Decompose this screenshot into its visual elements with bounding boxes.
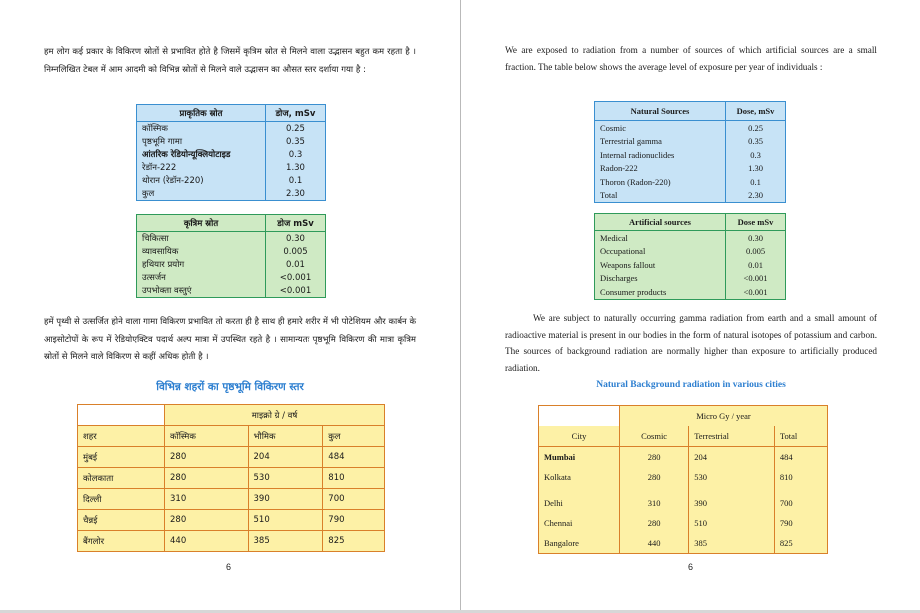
dose-cell: 0.25 xyxy=(726,121,786,135)
table-row xyxy=(595,272,786,286)
terrestrial-cell: 530 xyxy=(689,467,775,487)
artificial-sources-table xyxy=(136,214,326,298)
table-unit-row xyxy=(78,405,385,426)
source-cell: Weapons fallout xyxy=(595,258,726,272)
dose-cell: 0.3 xyxy=(726,148,786,162)
table-row xyxy=(78,531,385,552)
city-cell: दिल्ली xyxy=(78,489,165,510)
table-row xyxy=(137,174,326,187)
table-header-row xyxy=(78,426,385,447)
terrestrial-cell: 385 xyxy=(248,531,323,552)
city-cell: मुंबई xyxy=(78,447,165,468)
dose-cell: 1.30 xyxy=(266,161,326,174)
dose-cell: 0.1 xyxy=(266,174,326,187)
source-cell: कॉस्मिक xyxy=(137,122,266,136)
col-header-dose: Dose mSv xyxy=(726,214,786,231)
table-row xyxy=(137,161,326,174)
city-radiation-table xyxy=(538,405,828,554)
table-row xyxy=(595,148,786,162)
city-cell: Mumbai xyxy=(539,447,620,468)
table-header-row xyxy=(137,105,326,122)
table-header-row xyxy=(595,214,786,231)
city-table-heading: Natural Background radiation in various cities xyxy=(596,380,786,390)
page-number: 6 xyxy=(226,562,232,572)
dose-cell: 0.30 xyxy=(726,231,786,245)
dose-cell: 0.35 xyxy=(726,135,786,149)
page-number: 6 xyxy=(688,562,694,572)
table-row xyxy=(78,510,385,531)
table-row xyxy=(78,489,385,510)
terrestrial-cell: 530 xyxy=(248,468,323,489)
natural-sources-table xyxy=(594,101,786,203)
col-header-source: प्राकृतिक स्रोत xyxy=(137,105,266,122)
total-cell: 484 xyxy=(323,447,385,468)
table-row xyxy=(595,162,786,176)
body-paragraph: हमें पृथ्वी से उत्सर्जित होने वाला गामा विकिरण प्रभावित तो करता ही है साथ ही हमारे शरीर में भी पोटेशियम और कार्बन के आइसोटोपों के रूप में रेडियोएक्टिव पदार्थ अल्प मात्रा में उपस्थित रहते है । सामान्यतः पृष्ठभूमि विकिरण की मात्रा कृत्रिम स्रोतों से मिलने वाले विकिरण से कहीं अधिक होती है । xyxy=(44,317,416,362)
dose-cell: 0.1 xyxy=(726,175,786,189)
blank-cell xyxy=(78,405,165,426)
total-cell: 700 xyxy=(774,487,827,513)
dose-cell: 1.30 xyxy=(726,162,786,176)
city-cell: बैंगलोर xyxy=(78,531,165,552)
col-header-city: शहर xyxy=(78,426,165,447)
terrestrial-cell: 510 xyxy=(689,513,775,533)
source-cell: पृष्ठभूमि गामा xyxy=(137,135,266,148)
source-cell: उपभोक्ता वस्तुएं xyxy=(137,284,266,298)
col-header-source: Natural Sources xyxy=(595,102,726,121)
table-row xyxy=(137,245,326,258)
total-cell: 825 xyxy=(323,531,385,552)
table-row xyxy=(539,447,828,468)
terrestrial-cell: 390 xyxy=(248,489,323,510)
col-header-total: कुल xyxy=(323,426,385,447)
source-cell: रेडॉन-222 xyxy=(137,161,266,174)
cosmic-cell: 280 xyxy=(165,447,249,468)
table-row xyxy=(137,271,326,284)
terrestrial-cell: 390 xyxy=(689,487,775,513)
table-row xyxy=(595,258,786,272)
blank-cell xyxy=(539,406,620,427)
total-cell: 484 xyxy=(774,447,827,468)
total-cell: 790 xyxy=(323,510,385,531)
intro-paragraph: We are exposed to radiation from a number of sources of which artificial sources are a small fraction. The table below shows the average level of exposure per year of individuals : xyxy=(505,45,877,72)
table-row xyxy=(137,148,326,161)
total-cell: 700 xyxy=(323,489,385,510)
dose-cell: 2.30 xyxy=(726,189,786,203)
source-cell: Internal radionuclides xyxy=(595,148,726,162)
cosmic-cell: 280 xyxy=(620,447,689,468)
table-unit-row xyxy=(539,406,828,427)
cosmic-cell: 280 xyxy=(165,510,249,531)
table-row xyxy=(595,285,786,299)
table-row xyxy=(539,513,828,533)
table-row xyxy=(137,187,326,201)
city-cell: Bangalore xyxy=(539,533,620,554)
unit-header: Micro Gy / year xyxy=(620,406,828,427)
cosmic-cell: 280 xyxy=(620,513,689,533)
col-header-dose: डोज mSv xyxy=(266,215,326,232)
table-header-row xyxy=(595,102,786,121)
table-row xyxy=(78,447,385,468)
col-header-cosmic: Cosmic xyxy=(620,426,689,447)
col-header-terrestrial: भौमिक xyxy=(248,426,323,447)
source-cell: Medical xyxy=(595,231,726,245)
col-header-city: City xyxy=(539,426,620,447)
col-header-dose: डोज, mSv xyxy=(266,105,326,122)
total-cell: 790 xyxy=(774,513,827,533)
table-header-row xyxy=(137,215,326,232)
col-header-dose: Dose, mSv xyxy=(726,102,786,121)
source-cell: व्यावसायिक xyxy=(137,245,266,258)
dose-cell: 0.25 xyxy=(266,122,326,136)
table-row xyxy=(137,284,326,298)
city-cell: Kolkata xyxy=(539,467,620,487)
unit-header: माइक्रो ग्रे / वर्ष xyxy=(165,405,385,426)
page-english xyxy=(461,0,920,613)
body-paragraph: We are subject to naturally occurring gamma radiation from earth and a small amount of radioactive material is present in our bodies in the form of natural isotopes of potassium and carbon. The sources of background radiation are normally higher than exposure to artificially produced radiation. xyxy=(505,313,877,373)
source-cell: थोरान (रेडॉन-220) xyxy=(137,174,266,187)
table-row xyxy=(595,121,786,135)
terrestrial-cell: 510 xyxy=(248,510,323,531)
table-row xyxy=(595,175,786,189)
terrestrial-cell: 204 xyxy=(689,447,775,468)
cosmic-cell: 310 xyxy=(165,489,249,510)
city-cell: Chennai xyxy=(539,513,620,533)
col-header-terrestrial: Terrestrial xyxy=(689,426,775,447)
city-cell: चैन्नई xyxy=(78,510,165,531)
cosmic-cell: 280 xyxy=(165,468,249,489)
table-row xyxy=(539,467,828,487)
source-cell: Consumer products xyxy=(595,285,726,299)
terrestrial-cell: 204 xyxy=(248,447,323,468)
table-row xyxy=(539,533,828,554)
source-cell: Total xyxy=(595,189,726,203)
col-header-cosmic: कॉस्मिक xyxy=(165,426,249,447)
source-cell: Terrestrial gamma xyxy=(595,135,726,149)
dose-cell: 0.005 xyxy=(726,245,786,259)
dose-cell: <0.001 xyxy=(266,284,326,298)
city-radiation-table xyxy=(77,404,385,552)
dose-cell: 0.35 xyxy=(266,135,326,148)
cosmic-cell: 310 xyxy=(620,487,689,513)
dose-cell: 2.30 xyxy=(266,187,326,201)
table-header-row xyxy=(539,426,828,447)
total-cell: 810 xyxy=(774,467,827,487)
dose-cell: 0.30 xyxy=(266,232,326,246)
table-row xyxy=(137,258,326,271)
dose-cell: 0.01 xyxy=(266,258,326,271)
terrestrial-cell: 385 xyxy=(689,533,775,554)
total-cell: 810 xyxy=(323,468,385,489)
city-cell: Delhi xyxy=(539,487,620,513)
natural-sources-table xyxy=(136,104,326,201)
table-row xyxy=(595,189,786,203)
dose-cell: <0.001 xyxy=(266,271,326,284)
col-header-source: कृत्रिम स्रोत xyxy=(137,215,266,232)
cosmic-cell: 440 xyxy=(620,533,689,554)
artificial-sources-table xyxy=(594,213,786,300)
table-row xyxy=(137,122,326,136)
table-row xyxy=(595,245,786,259)
source-cell: कुल xyxy=(137,187,266,201)
col-header-total: Total xyxy=(774,426,827,447)
source-cell: आंतरिक रेडियोन्यूक्लियोटाइड xyxy=(137,148,266,161)
table-row xyxy=(595,135,786,149)
dose-cell: <0.001 xyxy=(726,272,786,286)
source-cell: Radon-222 xyxy=(595,162,726,176)
col-header-source: Artificial sources xyxy=(595,214,726,231)
source-cell: Occupational xyxy=(595,245,726,259)
table-row xyxy=(137,135,326,148)
city-table-heading: विभिन्न शहरों का पृष्ठभूमि विकिरण स्तर xyxy=(156,381,304,393)
source-cell: Discharges xyxy=(595,272,726,286)
city-cell: कोलकाता xyxy=(78,468,165,489)
table-row xyxy=(137,232,326,246)
source-cell: चिकित्सा xyxy=(137,232,266,246)
source-cell: Thoron (Radon-220) xyxy=(595,175,726,189)
cosmic-cell: 280 xyxy=(620,467,689,487)
source-cell: हथियार प्रयोग xyxy=(137,258,266,271)
total-cell: 825 xyxy=(774,533,827,554)
intro-paragraph: हम लोग कई प्रकार के विकिरण स्रोतों से प्रभावित होते है जिसमें कृत्रिम स्रोत से मिलने वाला उद्भासन बहुत कम रहता है । निम्नलिखित टेबल में आम आदमी को विभिन्न स्रोतों से मिलने वाले उद्भासन का औसत स्तर दर्शाया गया है : xyxy=(44,47,416,75)
table-row xyxy=(595,231,786,245)
dose-cell: <0.001 xyxy=(726,285,786,299)
table-row xyxy=(78,468,385,489)
source-cell: Cosmic xyxy=(595,121,726,135)
dose-cell: 0.3 xyxy=(266,148,326,161)
dose-cell: 0.005 xyxy=(266,245,326,258)
cosmic-cell: 440 xyxy=(165,531,249,552)
table-row xyxy=(539,487,828,513)
dose-cell: 0.01 xyxy=(726,258,786,272)
source-cell: उत्सर्जन xyxy=(137,271,266,284)
